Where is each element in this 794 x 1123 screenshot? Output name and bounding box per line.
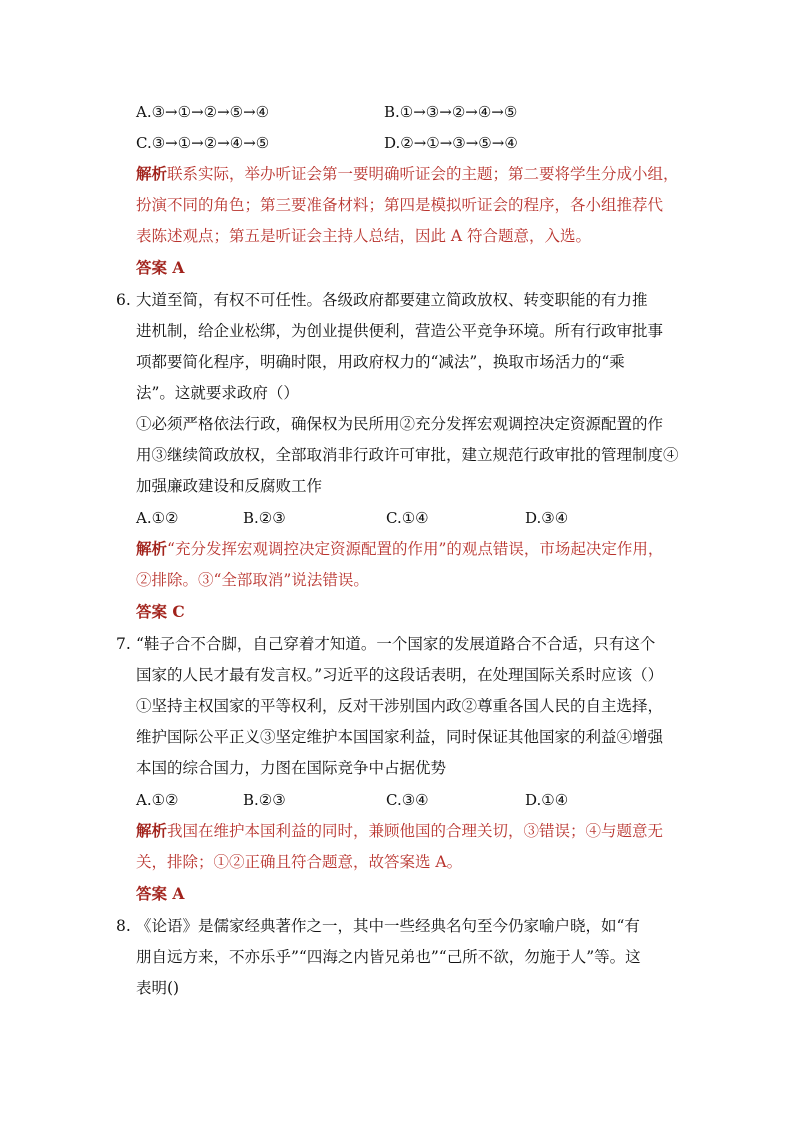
q7-statement-line-3: 本国的综合国力，力图在国际竞争中占据优势 [136,759,447,777]
q6-option-a: A.①② [136,509,179,527]
q5-option-d: D.②→①→③→⑤→④ [384,134,518,152]
q8-stem-line-3: 表明() [136,979,180,997]
q7-option-a: A.①② [136,791,179,809]
q6-option-c: C.①④ [386,509,429,527]
q7-analysis-label: 解析 [136,821,168,840]
q5-analysis-label: 解析 [136,164,168,183]
q6-statement-line-2: 用③继续简政放权，全部取消非行政许可审批，建立规范行政审批的管理制度④ [136,446,679,464]
q6-stem-line-1: 大道至简，有权不可任性。各级政府都要建立简政放权、转变职能的有力推 [136,291,648,309]
q6-statement-line-1: ①必须严格依法行政，确保权为民所用②充分发挥宏观调控决定资源配置的作 [136,415,664,433]
q8-stem-line-1: 《论语》是儒家经典著作之一，其中一些经典名句至今仍家喻户晓，如“有 [136,917,640,935]
q6-stem-line-2: 进机制，给企业松绑，为创业提供便利，营造公平竞争环境。所有行政审批事 [136,322,664,340]
q6-answer: 答案 C [136,602,185,621]
q6-analysis-label: 解析 [136,539,168,558]
q5-analysis-line-2: 扮演不同的角色；第三要准备材料；第四是模拟听证会的程序，各小组推荐代 [136,196,664,214]
q7-statement-line-2: 维护国际公平正义③坚定维护本国国家利益，同时保证其他国家的利益④增强 [136,728,664,746]
q7-option-b: B.②③ [243,791,286,809]
q5-option-a: A.③→①→②→⑤→④ [136,103,270,121]
q6-analysis-line-2: ②排除。③“全部取消”说法错误。 [136,571,369,589]
q6-analysis-line-1: 解析“充分发挥宏观调控决定资源配置的作用”的观点错误，市场起决定作用， [136,539,664,558]
q7-option-c: C.③④ [386,791,429,809]
q7-number: 7. [116,635,131,653]
q6-stem-line-3: 项都要简化程序，明确时限，用政府权力的“减法”，换取市场活力的“乘 [136,353,625,371]
q7-analysis-line-1: 解析我国在维护本国利益的同时，兼顾他国的合理关切，③错误；④与题意无 [136,821,664,840]
q5-answer: 答案 A [136,258,185,277]
q5-analysis-line-3: 表陈述观点；第五是听证会主持人总结，因此 A 符合题意，入选。 [136,227,592,245]
q5-option-b: B.①→③→②→④→⑤ [384,103,518,121]
q6-stem-line-4: 法”。这就要求政府（） [136,384,299,402]
q8-number: 8. [116,917,131,935]
q7-answer: 答案 A [136,884,185,903]
q5-option-c: C.③→①→②→④→⑤ [136,134,270,152]
q7-option-d: D.①④ [525,791,569,809]
q7-statement-line-1: ①坚持主权国家的平等权利，反对干涉别国内政②尊重各国人民的自主选择， [136,697,664,715]
q6-number: 6. [116,291,131,309]
q5-analysis-line-1: 解析联系实际，举办听证会第一要明确听证会的主题；第二要将学生分成小组， [136,164,679,183]
q7-stem-line-2: 国家的人民才最有发言权。”习近平的这段话表明，在处理国际关系时应该（） [136,666,664,684]
q6-statement-line-3: 加强廉政建设和反腐败工作 [136,477,323,495]
q8-stem-line-2: 朋自远方来，不亦乐乎”“四海之内皆兄弟也”“己所不欲，勿施于人”等。这 [136,948,641,966]
q7-stem-line-1: “鞋子合不合脚，自己穿着才知道。一个国家的发展道路合不合适，只有这个 [136,635,656,653]
q6-option-d: D.③④ [525,509,569,527]
q6-option-b: B.②③ [243,509,286,527]
q7-analysis-line-2: 关，排除；①②正确且符合题意，故答案选 A。 [136,853,463,871]
